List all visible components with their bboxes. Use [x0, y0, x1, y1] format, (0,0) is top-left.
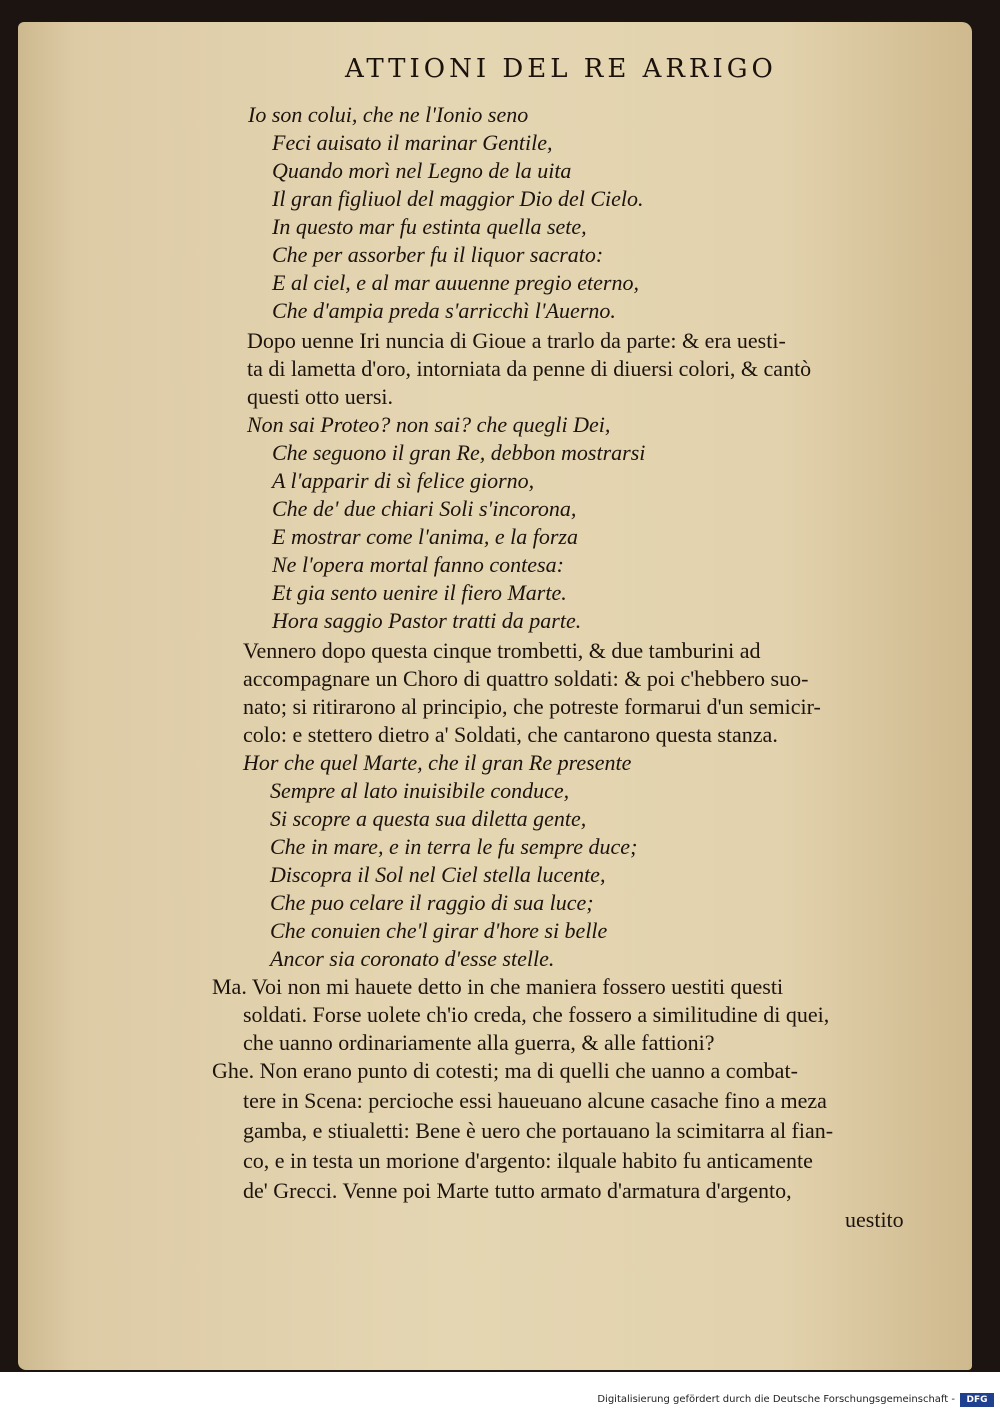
verse-line: In questo mar fu estinta quella sete,: [272, 214, 587, 239]
speech-line: de' Grecci. Venne poi Marte tutto armato d'armatura d'argento,: [243, 1178, 792, 1203]
prose-line: questi otto uersi.: [247, 384, 394, 409]
footer-bar: [0, 1392, 1000, 1411]
verse-line: Et gia sento uenire il fiero Marte.: [272, 580, 567, 605]
prose-line: accompagnare un Choro di quattro soldati: & poi c'hebbero suo-: [243, 666, 809, 691]
verse-line: Feci auisato il marinar Gentile,: [272, 130, 553, 155]
dfg-logo-icon: DFG: [960, 1393, 994, 1407]
prose-line: Dopo uenne Iri nuncia di Gioue a trarlo da parte: & era uesti-: [247, 328, 786, 353]
verse-line: Che de' due chiari Soli s'incorona,: [272, 496, 577, 521]
verse-line: Discopra il Sol nel Ciel stella lucente,: [270, 862, 606, 887]
verse-line: Hor che quel Marte, che il gran Re presente: [243, 750, 632, 775]
prose-line: ta di lametta d'oro, intorniata da penne di diuersi colori, & cantò: [247, 356, 812, 381]
verse-line: Io son colui, che ne l'Ionio seno: [248, 102, 529, 127]
verse-line: Hora saggio Pastor tratti da parte.: [272, 608, 582, 633]
verse-line: Che d'ampia preda s'arricchì l'Auerno.: [272, 298, 616, 323]
verse-line: Il gran figliuol del maggior Dio del Cielo.: [272, 186, 644, 211]
verse-line: Non sai Proteo? non sai? che quegli Dei,: [247, 412, 611, 437]
verse-line: Che puo celare il raggio di sua luce;: [270, 890, 594, 915]
verse-line: Ne l'opera mortal fanno contesa:: [272, 552, 564, 577]
verse-line: Ancor sia coronato d'esse stelle.: [270, 946, 555, 971]
speech-line: soldati. Forse uolete ch'io creda, che fossero a similitudine di quei,: [243, 1002, 830, 1027]
verse-line: Che conuien che'l girar d'hore si belle: [270, 918, 608, 943]
speech-line: Ma. Voi non mi hauete detto in che maniera fossero uestiti questi: [212, 974, 784, 999]
verse-line: Che in mare, e in terra le fu sempre duce;: [270, 834, 638, 859]
verse-line: Quando morì nel Legno de la uita: [272, 158, 572, 183]
speech-line: Ghe. Non erano punto di cotesti; ma di quelli che uanno a combat-: [212, 1058, 798, 1083]
prose-line: colo: e stettero dietro a' Soldati, che cantarono questa stanza.: [243, 722, 778, 747]
verse-line: Sempre al lato inuisibile conduce,: [270, 778, 570, 803]
speech-line: co, e in testa un morione d'argento: ilquale habito fu anticamente: [243, 1148, 813, 1173]
verse-line: Che seguono il gran Re, debbon mostrarsi: [272, 440, 646, 465]
prose-line: nato; si ritirarono al principio, che potreste formarui d'un semicir-: [243, 694, 821, 719]
speech-line: che uanno ordinariamente alla guerra, & alle fattioni?: [243, 1030, 715, 1055]
speech-line: gamba, e stiualetti: Bene è uero che portauano la scimitarra al fian-: [243, 1118, 834, 1143]
prose-line: Vennero dopo questa cinque trombetti, & due tamburini ad: [243, 638, 761, 663]
verse-line: Che per assorber fu il liquor sacrato:: [272, 242, 604, 267]
catchword: uestito: [845, 1207, 904, 1232]
verse-line: E mostrar come l'anima, e la forza: [272, 524, 578, 549]
verse-line: E al ciel, e al mar auuenne pregio eterno,: [272, 270, 639, 295]
verse-line: Si scopre a questa sua diletta gente,: [270, 806, 587, 831]
verse-line: A l'apparir di sì felice giorno,: [272, 468, 535, 493]
speech-line: tere in Scena: percioche essi haueuano alcune casache fino a meza: [243, 1088, 827, 1113]
running-head: ATTIONI DEL RE ARRIGO: [345, 54, 777, 84]
funding-notice: Digitalisierung gefördert durch die Deutsche Forschungsgemeinschaft -: [597, 1394, 955, 1405]
